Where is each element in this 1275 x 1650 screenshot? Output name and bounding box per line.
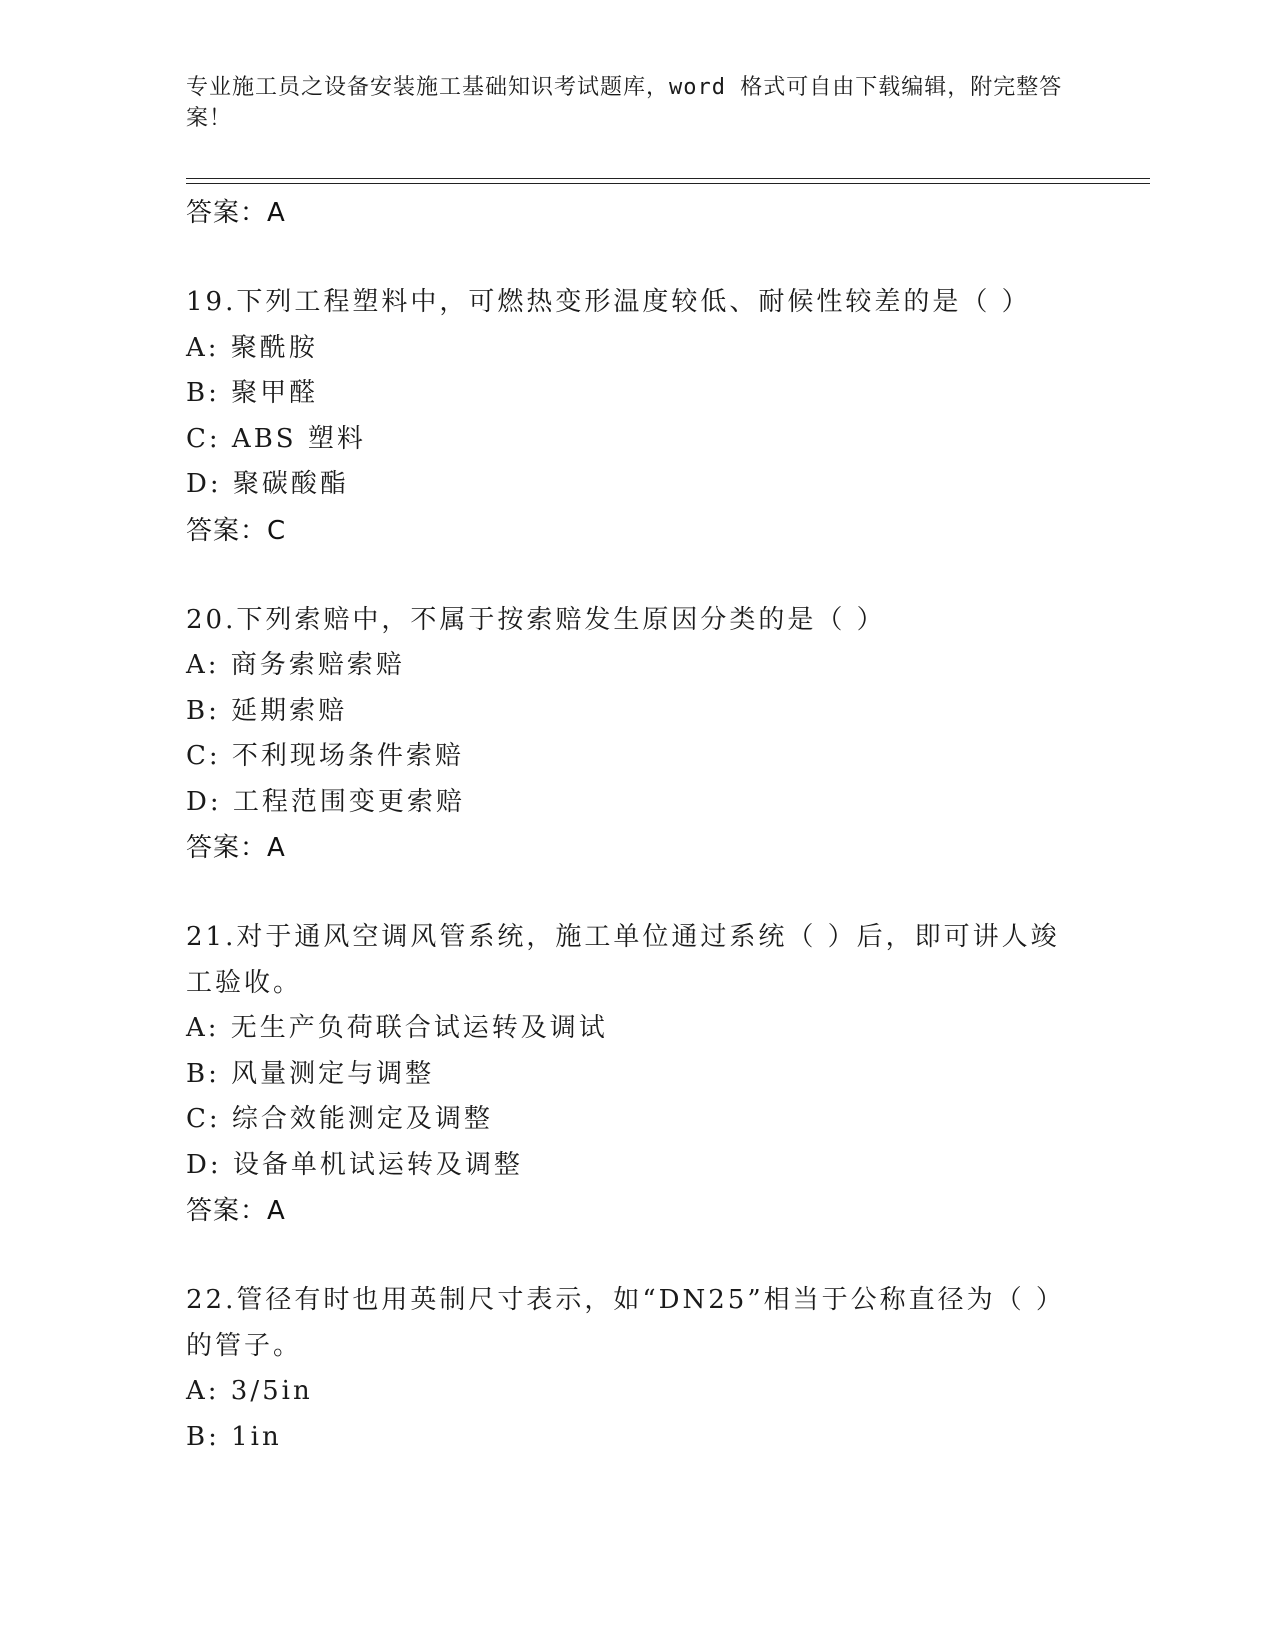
answer-label: 答案：A [186,198,286,228]
answer-label: 答案：A [186,1196,286,1226]
option-a: A: 3/5in [186,1376,313,1406]
header-divider-top [186,178,1150,179]
document-header: 专业施工员之设备安装施工基础知识考试题库，word 格式可自由下载编辑，附完整答案！ [186,75,1063,131]
option-b: B: 1in [186,1421,282,1452]
question-text: 21.对于通风空调风管系统，施工单位通过系统（ ）后，即可讲人竣工验收。 [186,922,1060,998]
option-a: A: 聚酰胺 [186,332,318,363]
question-text: 19.下列工程塑料中，可燃热变形温度较低、耐候性较差的是（ ） [186,287,1031,317]
option-b: B: 风量测定与调整 [186,1058,435,1089]
option-a: A: 商务索赔索赔 [186,650,405,680]
question-list [186,190,1146,1460]
question-item [186,280,1146,554]
option-a: A: 无生产负荷联合试运转及调试 [186,1013,608,1043]
option-b: B: 延期索赔 [186,695,348,726]
option-c: C: 不利现场条件索赔 [186,741,464,771]
option-c: C: ABS 塑料 [186,423,366,454]
option-c: C: 综合效能测定及调整 [186,1104,493,1134]
answer-label: 答案：C [186,515,287,546]
option-d: D: 设备单机试运转及调整 [186,1149,523,1180]
option-d: D: 工程范围变更索赔 [186,786,465,817]
option-d: D: 聚碳酸酯 [186,469,349,499]
answer-label: 答案：A [186,833,286,863]
header-divider-bottom [186,183,1150,184]
question-text: 20.下列索赔中，不属于按索赔发生原因分类的是（ ） [186,604,886,635]
question-item [186,1278,1146,1460]
question-item [186,598,1146,872]
question-text: 22.管径有时也用英制尺寸表示，如“DN25”相当于公称直径为（ ）的管子。 [186,1285,1065,1361]
question-item [186,915,1146,1234]
option-b: B: 聚甲醛 [186,378,319,408]
